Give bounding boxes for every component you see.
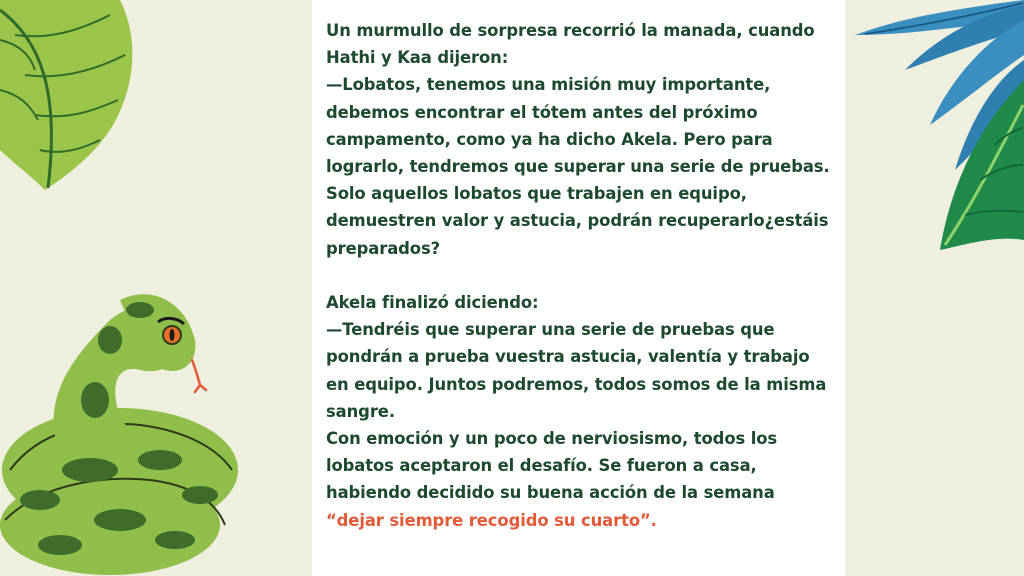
story-paragraph-pruebas: —Tendréis que superar una serie de pruebas que pondrán a prueba vuestra astucia, valentía y trabajo en equipo. Juntos podremos, todos somos de la misma sangre. (326, 320, 827, 421)
good-deed-highlight: “dejar siempre recogido su cuarto”. (326, 510, 657, 530)
story-paragraph-mission: —Lobatos, tenemos una misión muy importante, debemos encontrar el tótem antes del próximo campamento, como ya ha dicho Akela. Pero para lograrlo, tendremos que superar una serie de pruebas. Solo aquellos lobatos que trabajen en equipo, demuestren valor y astucia, podrán recuperarlo¿estáis preparados? (326, 75, 830, 258)
story-paragraph-challenge (326, 425, 831, 534)
snake-icon (0, 280, 250, 576)
monstera-leaf-icon (0, 0, 140, 200)
palm-leaves-icon (845, 0, 1024, 260)
story-text (326, 17, 831, 534)
story-challenge-text: Con emoción y un poco de nerviosismo, todos los lobatos aceptaron el desafío. Se fueron a casa, habiendo decidido su buena acción de la semana (326, 429, 778, 503)
story-paragraph-akela: Akela finalizó diciendo: (326, 293, 539, 313)
paragraph-spacer (326, 262, 831, 289)
story-paragraph-intro: Un murmullo de sorpresa recorrió la manada, cuando Hathi y Kaa dijeron: (326, 21, 815, 68)
